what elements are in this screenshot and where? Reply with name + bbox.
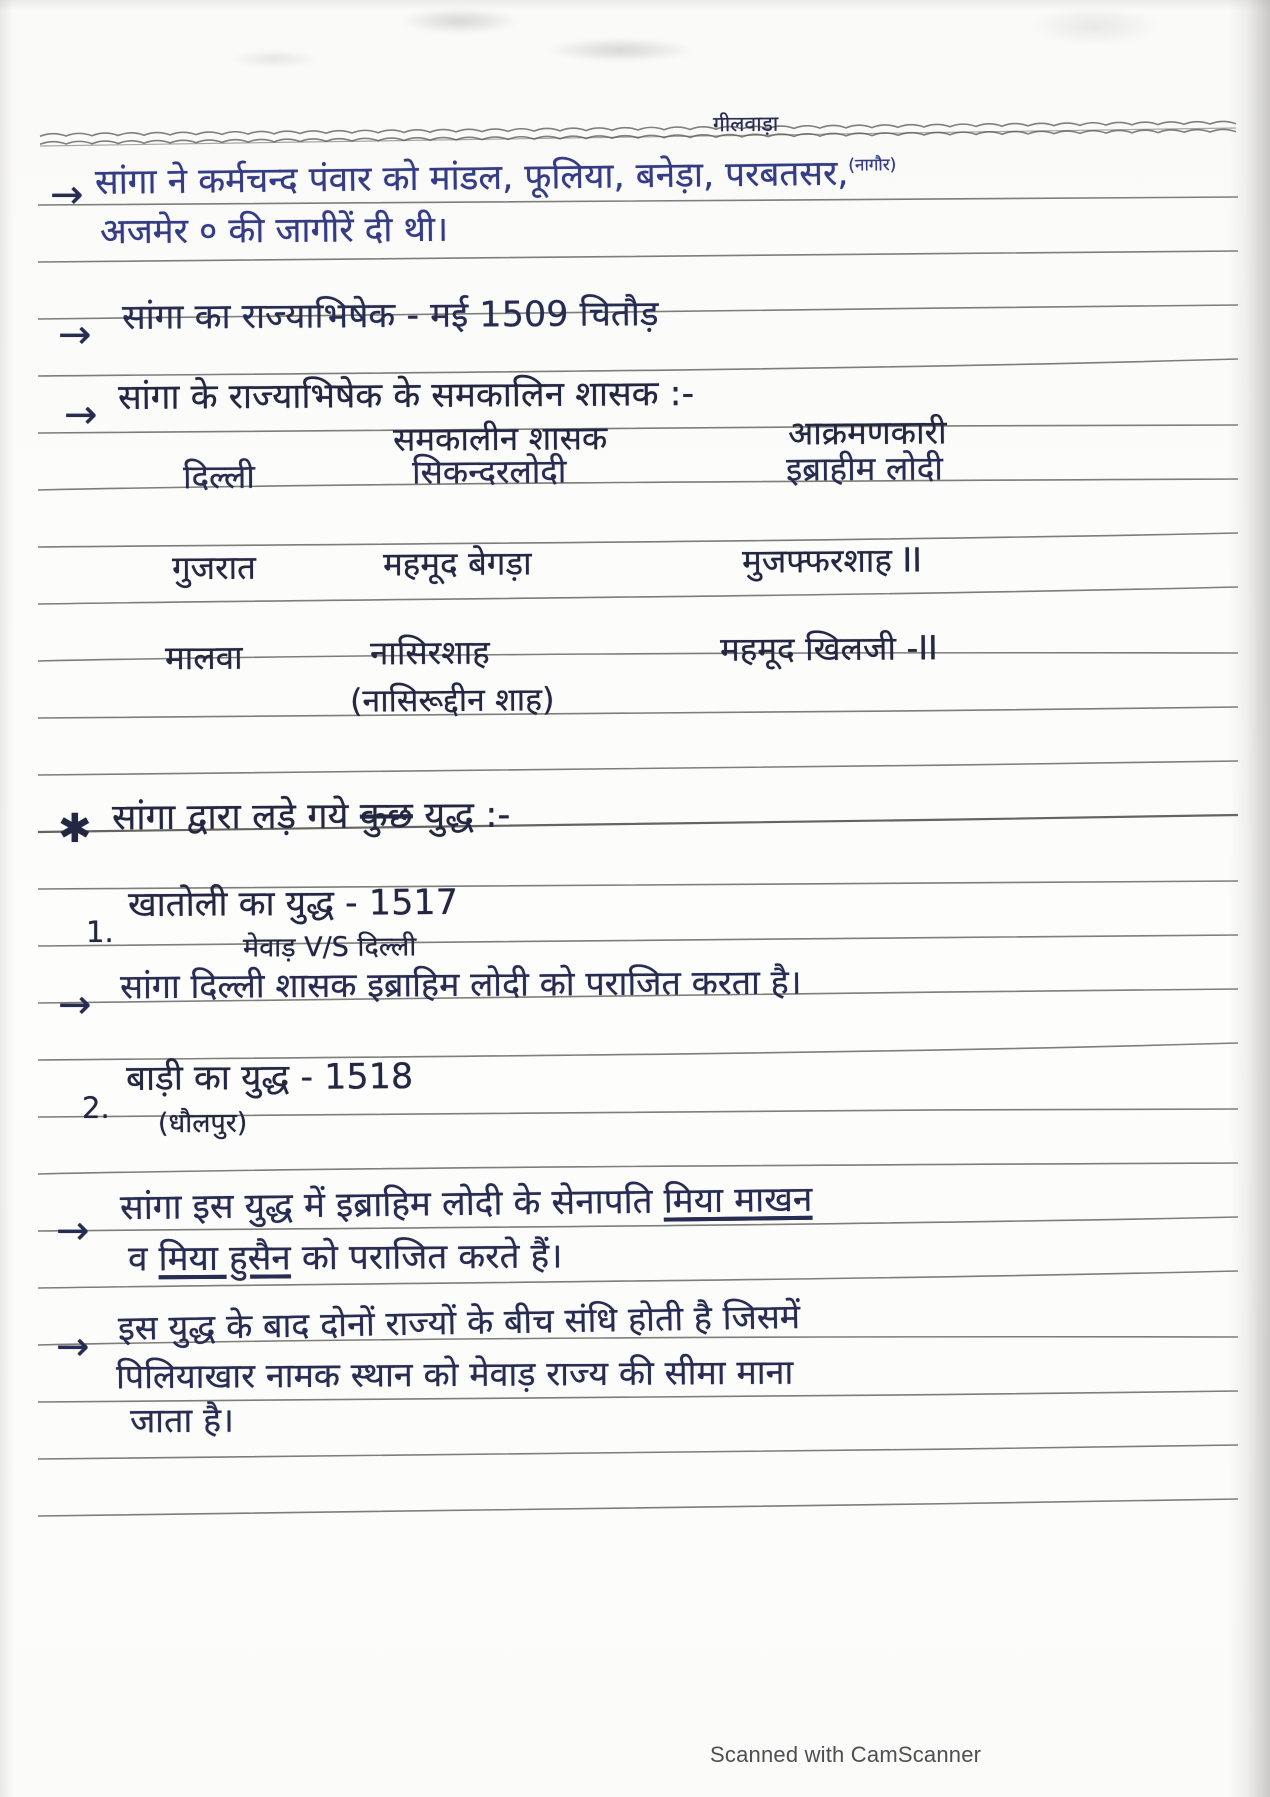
war1-title: खातोली का युद्ध - 1517 xyxy=(127,882,459,926)
note-jagir-line2: अजमेर ० की जागीरें दी थी। xyxy=(99,209,449,253)
wars-heading-post: युद्ध :- xyxy=(412,794,511,837)
camscanner-watermark: Scanned with CamScanner xyxy=(710,1742,982,1767)
note-jagir-superscript: (नागौर) xyxy=(848,155,897,176)
note-contemporary-heading: सांगा के राज्याभिषेक के समकालिन शासक :- xyxy=(117,373,695,419)
table-row-ruler-note: (नासिरूद्दीन शाह) xyxy=(349,680,555,720)
table-row-invader: इब्राहीम लोदी xyxy=(785,448,944,489)
wars-heading-pre: सांगा द्वारा लड़े गये xyxy=(111,795,361,839)
arrow-icon: → xyxy=(58,312,90,358)
margin-annotation: गीलवाड़ा xyxy=(712,111,779,137)
table-header-invader: आक्रमणकारी xyxy=(787,412,947,453)
note-jagir-line1 xyxy=(95,153,897,203)
table-header-ruler: समकालीन शासक xyxy=(392,418,608,459)
war2-result-part3: को पराजित करते हैं। xyxy=(290,1236,563,1279)
arrow-icon: → xyxy=(64,392,96,438)
war2-result-part1: सांगा इस युद्ध में इब्राहिम लोदी के सेनापति xyxy=(119,1181,664,1229)
pencil-smudge xyxy=(400,8,520,34)
table-row-invader: मुजफ्फरशाह II xyxy=(741,540,923,581)
note-jagir-text: सांगा ने कर्मचन्द पंवार को मांडल, फूलिया, बनेड़ा, परबतसर, xyxy=(94,153,849,203)
table-row-ruler: महमूद बेगड़ा xyxy=(382,543,532,584)
pencil-smudge xyxy=(1030,6,1160,46)
war2-result-line1 xyxy=(120,1180,813,1229)
war2-number: 2. xyxy=(82,1091,110,1125)
page-edge-shadow xyxy=(1228,0,1270,1797)
war2-commander2: मिया हुसैन xyxy=(158,1238,291,1280)
arrow-icon: → xyxy=(56,1208,88,1254)
arrow-icon: → xyxy=(58,982,90,1028)
treaty-line1: इस युद्ध के बाद दोनों राज्यों के बीच संधि होती है जिसमें xyxy=(117,1297,801,1349)
table-row-ruler: सिकन्दरलोदी xyxy=(411,451,567,492)
war2-result-part2: व xyxy=(127,1239,159,1280)
table-row-region: गुजरात xyxy=(171,547,257,588)
pencil-smudge xyxy=(545,38,695,62)
war1-result: सांगा दिल्ली शासक इब्राहिम लोदी को पराजित करता है। xyxy=(119,962,802,1008)
war2-commander1: मिया माखन xyxy=(663,1179,813,1222)
star-icon: ✱ xyxy=(58,806,92,852)
table-row-region: मालवा xyxy=(164,637,243,678)
war2-place: (धौलपुर) xyxy=(157,1107,248,1140)
treaty-line3: जाता है। xyxy=(129,1400,235,1442)
war2-title: बाड़ी का युद्ध - 1518 xyxy=(125,1056,414,1100)
note-coronation: सांगा का राज्याभिषेक - मई 1509 चितौड़ xyxy=(121,294,659,338)
war1-number: 1. xyxy=(86,915,114,949)
page-edge-shadow xyxy=(0,0,1270,10)
arrow-icon: → xyxy=(50,172,82,218)
wars-heading-struck-word: कुछ xyxy=(359,795,413,837)
wars-heading xyxy=(112,795,511,839)
war2-result-line2 xyxy=(128,1236,563,1279)
arrow-icon: → xyxy=(56,1324,88,1370)
page-edge-shadow xyxy=(0,0,14,1797)
pencil-smudge xyxy=(230,50,320,68)
treaty-line2: पिलियाखार नामक स्थान को मेवाड़ राज्य की सीमा माना xyxy=(115,1352,794,1398)
table-row-invader: महमूद खिलजी -II xyxy=(719,628,938,669)
war1-versus: मेवाड़ V/S दिल्ली xyxy=(242,931,417,964)
table-row-ruler: नासिरशाह xyxy=(369,632,490,673)
table-row-region: दिल्ली xyxy=(182,456,256,497)
